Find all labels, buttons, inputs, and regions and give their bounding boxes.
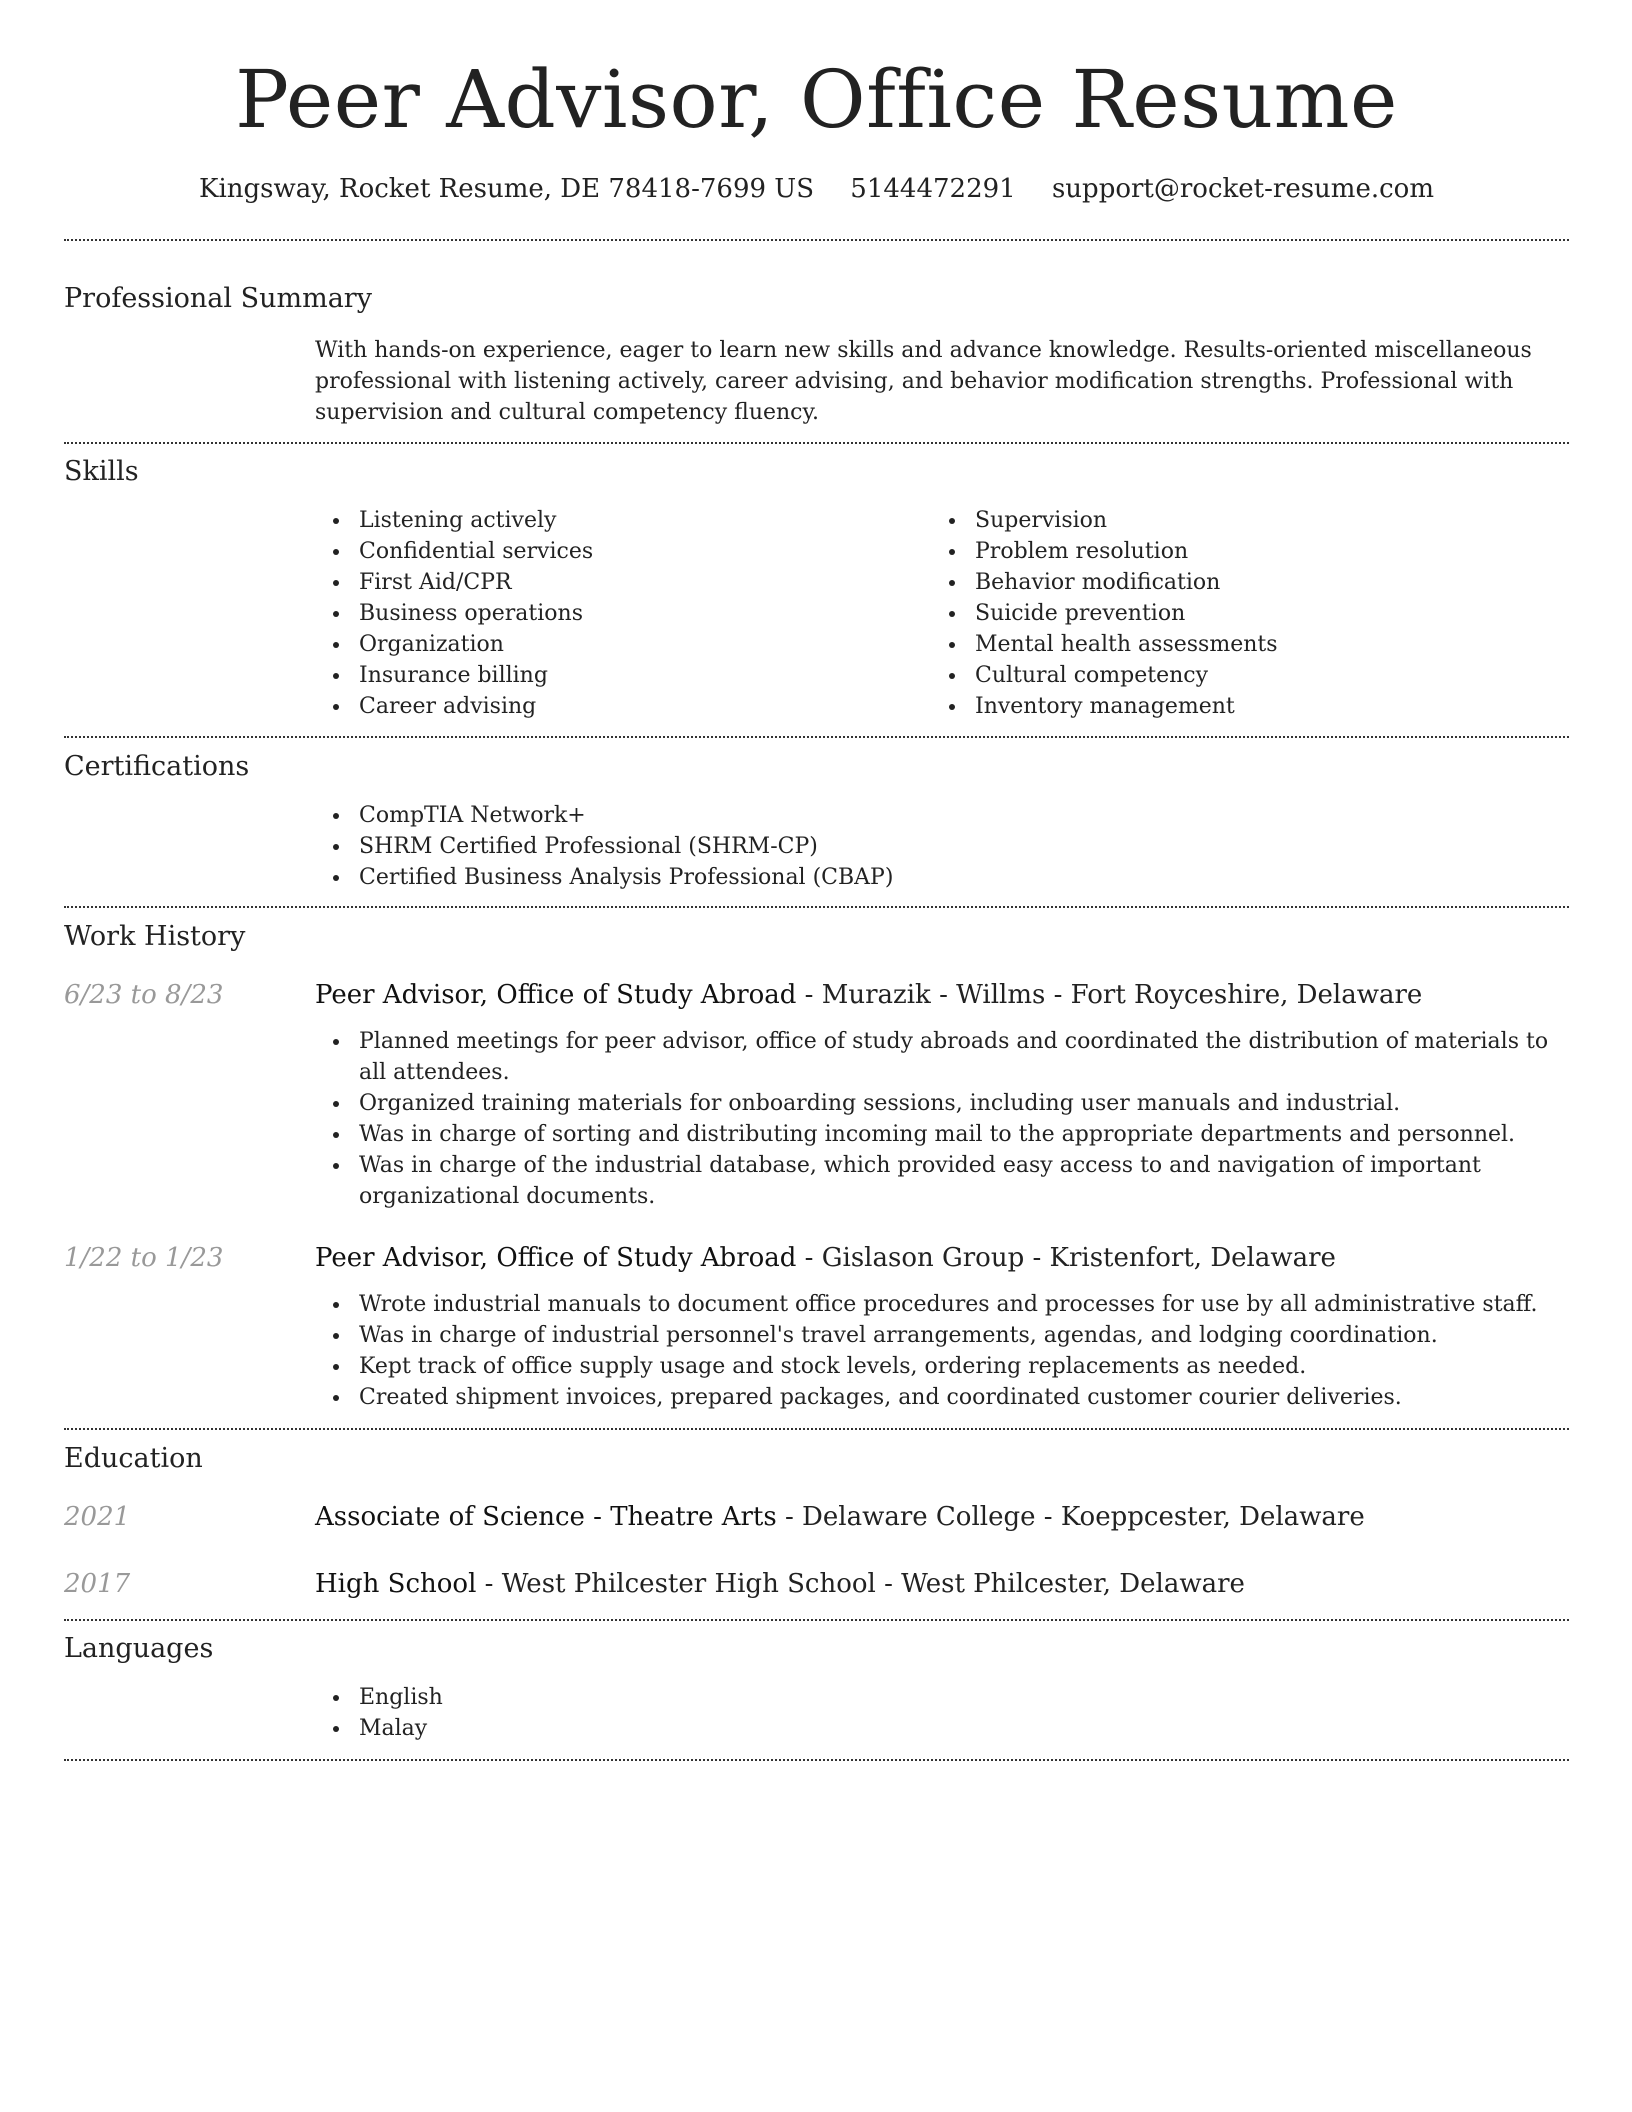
skill-item: Behavior modification xyxy=(975,567,1547,598)
work-section xyxy=(64,908,1569,1413)
job-bullets xyxy=(315,1026,1569,1212)
education-entry xyxy=(64,1504,1569,1530)
certifications-heading: Certifications xyxy=(64,751,250,782)
skill-item: Supervision xyxy=(975,505,1547,536)
job-bullet: Kept track of office supply usage and stock levels, ordering replacements as needed. xyxy=(359,1351,1569,1382)
job-bullet: Was in charge of industrial personnel's travel arrangements, agendas, and lodging coordination. xyxy=(359,1320,1569,1351)
job-bullet: Was in charge of the industrial database, which provided easy access to and navigation of important organizational documents. xyxy=(359,1150,1569,1212)
language-item: Malay xyxy=(359,1713,1569,1744)
contact-phone: 5144472291 xyxy=(850,174,1016,204)
divider xyxy=(64,1759,1569,1761)
job-bullets xyxy=(315,1289,1569,1413)
job-bullet: Was in charge of sorting and distributing incoming mail to the appropriate departments and personnel. xyxy=(359,1119,1569,1150)
education-heading-line xyxy=(315,1571,1245,1597)
certifications-list xyxy=(315,800,1569,893)
skill-item: Cultural competency xyxy=(975,660,1547,691)
contact-email: support@rocket-resume.com xyxy=(1051,174,1434,204)
skills-grid xyxy=(315,505,1569,722)
education-school: - West Philcester High School - West Philcester, Delaware xyxy=(476,1569,1245,1599)
languages-list xyxy=(315,1682,1569,1744)
skill-item: Problem resolution xyxy=(975,536,1547,567)
skill-item: Business operations xyxy=(359,598,931,629)
language-item: English xyxy=(359,1682,1569,1713)
education-year: 2017 xyxy=(64,1569,131,1599)
job-title: Peer Advisor, Office of Study Abroad xyxy=(315,980,797,1010)
skill-item: Organization xyxy=(359,629,931,660)
skill-item: Suicide prevention xyxy=(975,598,1547,629)
job-entry xyxy=(64,1245,1569,1413)
skill-item: Career advising xyxy=(359,691,931,722)
job-employer: - Murazik - Willms - Fort Royceshire, Delaware xyxy=(796,980,1423,1010)
skill-item: Inventory management xyxy=(975,691,1547,722)
contact-address: Kingsway, Rocket Resume, DE 78418-7699 US xyxy=(199,174,815,204)
skill-item: Listening actively xyxy=(359,505,931,536)
skill-item: Mental health assessments xyxy=(975,629,1547,660)
education-degree: High School xyxy=(315,1569,477,1599)
job-entry xyxy=(64,982,1569,1212)
job-bullet: Wrote industrial manuals to document office procedures and processes for use by all administrative staff. xyxy=(359,1289,1569,1320)
summary-section xyxy=(64,241,1569,428)
resume-page xyxy=(64,0,1569,1761)
job-bullet: Created shipment invoices, prepared packages, and coordinated customer courier deliveries. xyxy=(359,1382,1569,1413)
job-bullet: Planned meetings for peer advisor, office of study abroads and coordinated the distribution of materials to all attendees. xyxy=(359,1026,1569,1088)
skills-column-left xyxy=(315,505,931,722)
summary-heading: Professional Summary xyxy=(64,283,372,314)
education-year: 2021 xyxy=(64,1502,131,1532)
job-employer: - Gislason Group - Kristenfort, Delaware xyxy=(796,1243,1336,1273)
job-bullet: Organized training materials for onboarding sessions, including user manuals and industrial. xyxy=(359,1088,1569,1119)
languages-section xyxy=(64,1621,1569,1744)
languages-heading: Languages xyxy=(64,1633,214,1664)
job-heading xyxy=(315,1245,1336,1271)
work-heading: Work History xyxy=(64,921,246,952)
summary-text: With hands-on experience, eager to learn new skills and advance knowledge. Results-oriented miscellaneous professional with listening actively, career advising, and behavior modification strengths. Professional with supervision and cultural competency fluency. xyxy=(315,338,1532,425)
skills-column-right xyxy=(931,505,1547,722)
skill-item: Confidential services xyxy=(359,536,931,567)
certification-item: CompTIA Network+ xyxy=(359,800,1569,831)
education-school: - Delaware College - Koeppcester, Delaware xyxy=(776,1502,1365,1532)
education-entry xyxy=(64,1571,1569,1597)
job-date: 6/23 to 8/23 xyxy=(64,980,224,1010)
certifications-section xyxy=(64,738,1569,893)
education-heading: Education xyxy=(64,1443,203,1474)
skills-heading: Skills xyxy=(64,456,139,487)
skill-item: First Aid/CPR xyxy=(359,567,931,598)
contact-line xyxy=(64,176,1569,202)
education-heading-line xyxy=(315,1504,1365,1530)
skill-item: Insurance billing xyxy=(359,660,931,691)
certification-item: Certified Business Analysis Professional (CBAP) xyxy=(359,862,1569,893)
job-title: Peer Advisor, Office of Study Abroad xyxy=(315,1243,797,1273)
education-section xyxy=(64,1430,1569,1597)
certification-item: SHRM Certified Professional (SHRM-CP) xyxy=(359,831,1569,862)
resume-title: Peer Advisor, Office Resume xyxy=(235,53,1398,146)
job-heading xyxy=(315,982,1422,1008)
education-degree: Associate of Science - Theatre Arts xyxy=(315,1502,777,1532)
skills-section xyxy=(64,444,1569,722)
job-date: 1/22 to 1/23 xyxy=(64,1243,224,1273)
